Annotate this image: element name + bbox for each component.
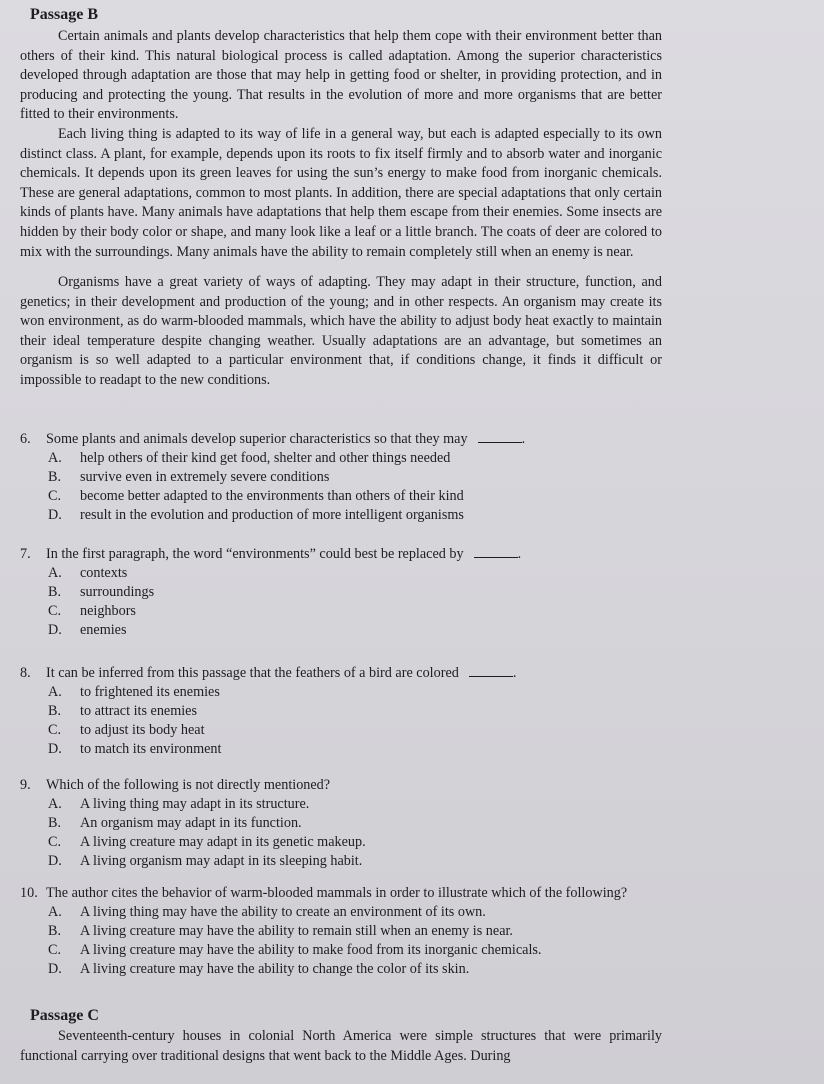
option-c[interactable]: C. neighbors	[48, 603, 136, 619]
question-8	[20, 664, 660, 759]
passage-c-heading: Passage C	[30, 1007, 99, 1024]
question-stem: 6. Some plants and animals develop superior characteristics so that they may .	[20, 431, 526, 447]
option-b[interactable]: B. A living creature may have the ability to remain still when an enemy is near.	[48, 923, 513, 939]
answer-blank[interactable]	[478, 430, 522, 443]
question-stem: 9. Which of the following is not directly mentioned?	[20, 777, 331, 793]
option-d[interactable]: D. A living creature may have the ability to change the color of its skin.	[48, 961, 470, 977]
passage-b-paragraph-1: Certain animals and plants develop characteristics that help them cope with their environment better than others of their kind. This natural biological process is called adaptation. Among the superior characteristics developed through adaptation are those that may help in getting food or shelter, in providing protection, and in producing and protecting the young. That results in the evolution of more and more organisms that are better fitted to their environments.	[20, 28, 662, 123]
question-10	[20, 884, 660, 979]
question-6	[20, 430, 660, 525]
question-9	[20, 776, 660, 871]
option-a[interactable]: A. A living thing may adapt in its structure.	[48, 796, 310, 812]
option-c[interactable]: C. A living creature may adapt in its genetic makeup.	[48, 834, 366, 850]
option-b[interactable]: B. surroundings	[48, 584, 155, 600]
passage-c-paragraph: Seventeenth-century houses in colonial North America were simple structures that were primarily functional carrying over traditional designs that went back to the Middle Ages. During	[20, 1028, 662, 1064]
option-a[interactable]: A. help others of their kind get food, shelter and other things needed	[48, 450, 451, 466]
option-c[interactable]: C. A living creature may have the ability to make food from its inorganic chemicals.	[48, 942, 542, 958]
question-stem: 7. In the first paragraph, the word “environments” could best be replaced by .	[20, 546, 522, 562]
passage-b-paragraph-3: Organisms have a great variety of ways of adapting. They may adapt in their structure, function, and genetics; in their development and production of the young; and in other respects. An organism may create its won environment, as do warm-blooded mammals, which have the ability to adjust body heat exactly to maintain their ideal temperature despite changing weather. Usually adaptations are an advantage, but sometimes an organism is so well adapted to a particular environment that, if conditions change, it finds it difficult or impossible to readapt to the new conditions.	[20, 274, 662, 388]
option-d[interactable]: D. A living organism may adapt in its sleeping habit.	[48, 853, 363, 869]
answer-blank[interactable]	[469, 664, 513, 677]
option-d[interactable]: D. enemies	[48, 622, 127, 638]
option-b[interactable]: B. to attract its enemies	[48, 703, 198, 719]
option-a[interactable]: A. contexts	[48, 565, 128, 581]
answer-blank[interactable]	[474, 545, 518, 558]
passage-b-paragraph-2: Each living thing is adapted to its way of life in a general way, but each is adapted especially to its own distinct class. A plant, for example, depends upon its roots to fix itself firmly and to absorb water and inorganic chemicals. It depends upon its green leaves for using the sun’s energy to make food from inorganic chemicals. These are general adaptations, common to most plants. In addition, there are special adaptations that only certain kinds of plants have. Many animals have adaptations that help them escape from their enemies. Some insects are hidden by their body color or shape, and many look like a leaf or a little branch. The coats of deer are colored to mix with the surroundings. Many animals have the ability to remain completely still when an enemy is near.	[20, 126, 662, 260]
option-a[interactable]: A. A living thing may have the ability to create an environment of its own.	[48, 904, 486, 920]
option-c[interactable]: C. to adjust its body heat	[48, 722, 205, 738]
option-b[interactable]: B. An organism may adapt in its function.	[48, 815, 302, 831]
option-d[interactable]: D. to match its environment	[48, 741, 222, 757]
option-d[interactable]: D. result in the evolution and production of more intelligent organisms	[48, 507, 464, 523]
option-c[interactable]: C. become better adapted to the environments than others of their kind	[48, 488, 464, 504]
option-b[interactable]: B. survive even in extremely severe conditions	[48, 469, 330, 485]
question-stem: 10. The author cites the behavior of warm-blooded mammals in order to illustrate which of the following?	[20, 885, 628, 901]
question-stem: 8. It can be inferred from this passage that the feathers of a bird are colored .	[20, 665, 517, 681]
passage-b-heading: Passage B	[30, 6, 98, 23]
option-a[interactable]: A. to frightened its enemies	[48, 684, 220, 700]
question-7	[20, 545, 660, 640]
